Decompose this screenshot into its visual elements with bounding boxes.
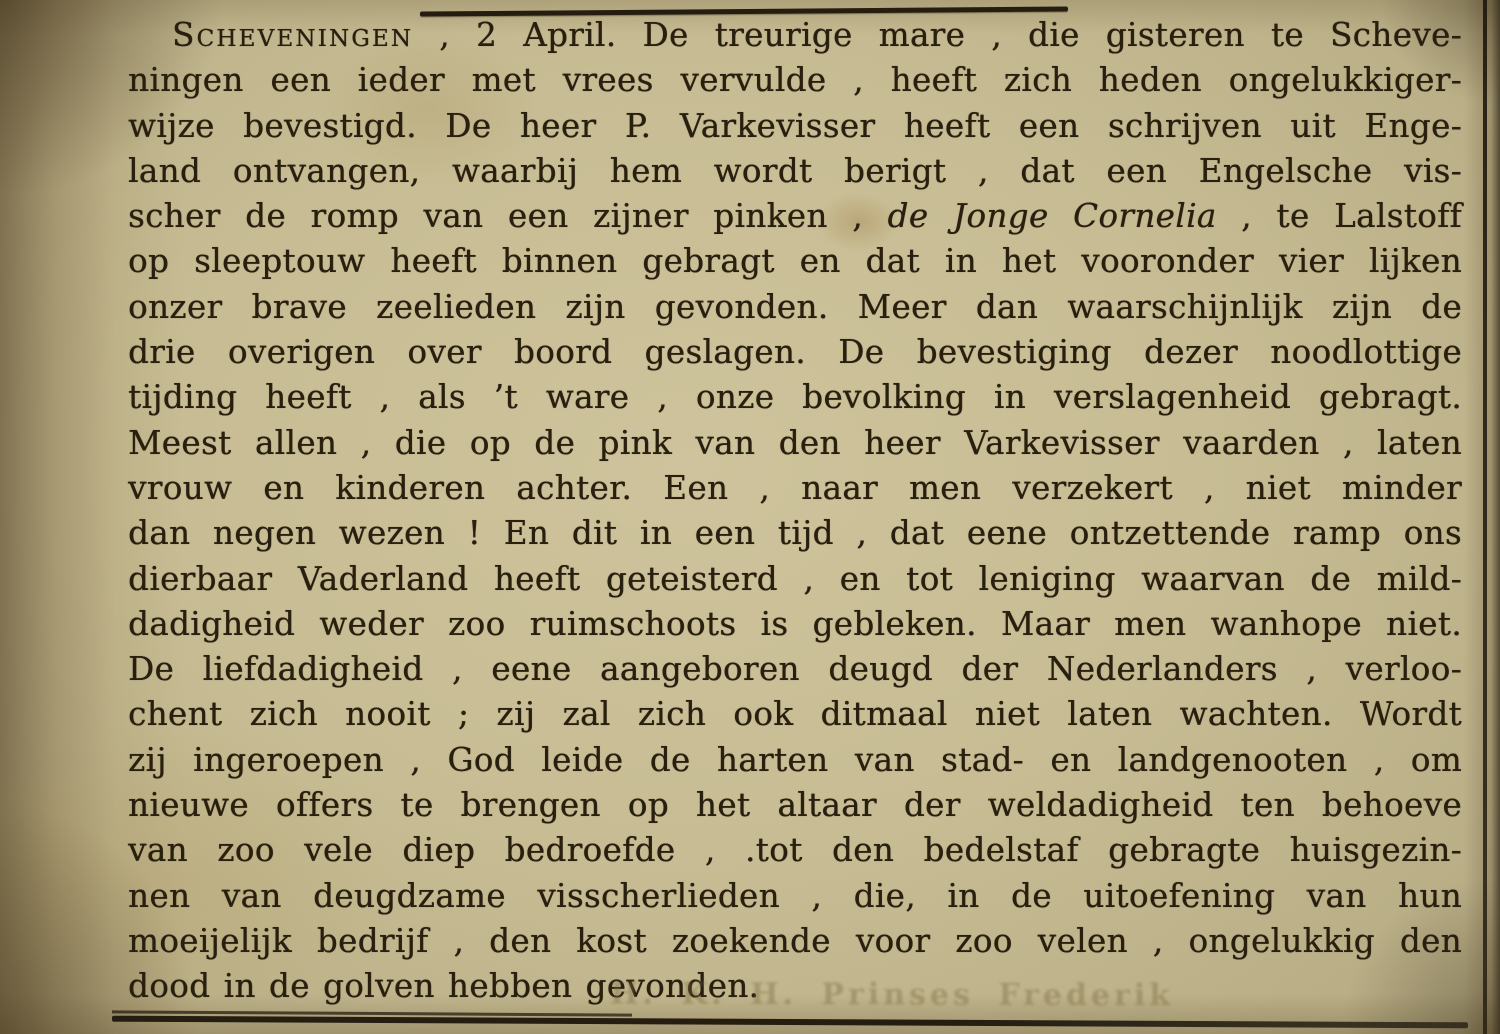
text-line bbox=[128, 602, 1462, 647]
text-segment: scher de romp van een zijner pinken , bbox=[128, 197, 888, 236]
text-segment: dood in de golven hebben gevonden. bbox=[128, 967, 760, 1006]
text-line bbox=[128, 647, 1462, 692]
text-line bbox=[128, 874, 1462, 919]
text-segment: , 2 April. De treurige mare , die gisteren te Scheve- bbox=[413, 16, 1462, 54]
text-line bbox=[128, 375, 1462, 420]
text-line bbox=[128, 828, 1462, 873]
bottom-rule bbox=[112, 1016, 1468, 1029]
dateline-location: Scheveningen bbox=[172, 16, 414, 54]
text-segment: moeijelijk bedrijf , den kost zoekende voor zoo velen , ongelukkig den bbox=[128, 921, 1462, 960]
text-segment: tijding heeft , als ’t ware , onze bevolking in verslagenheid gebragt. bbox=[128, 378, 1462, 417]
text-line bbox=[128, 557, 1462, 602]
text-segment: wijze bevestigd. De heer P. Varkevisser heeft een schrijven uit Enge- bbox=[128, 106, 1462, 145]
column-divider-rule bbox=[1483, 0, 1487, 1034]
text-segment: dadigheid weder zoo ruimschoots is gebleken. Maar men wanhope niet. bbox=[128, 604, 1462, 643]
text-segment: chent zich nooit ; zij zal zich ook ditmaal niet laten wachten. Wordt bbox=[128, 695, 1462, 734]
text-segment: ningen een ieder met vrees vervulde , heeft zich heden ongelukkiger- bbox=[128, 61, 1462, 100]
text-line bbox=[128, 466, 1462, 511]
text-segment: drie overigen over boord geslagen. De bevestiging dezer noodlottige bbox=[128, 333, 1462, 372]
text-line bbox=[128, 783, 1462, 828]
text-line bbox=[128, 104, 1462, 149]
text-segment: zij ingeroepen , God leide de harten van stad- en landgenooten , om bbox=[128, 740, 1462, 779]
text-segment: van zoo vele diep bedroefde , .tot den bedelstaf gebragte huisgezin- bbox=[128, 831, 1462, 870]
text-segment: op sleeptouw heeft binnen gebragt en dat in het vooronder vier lijken bbox=[128, 242, 1462, 281]
bleed-through-text: H. K. H. Prinses Frederik bbox=[609, 976, 1175, 1014]
text-line bbox=[128, 421, 1462, 466]
text-line bbox=[128, 58, 1462, 103]
text-segment: , te Lalstoff bbox=[1216, 197, 1462, 236]
text-segment: vrouw en kinderen achter. Een , naar men verzekert , niet minder bbox=[128, 468, 1462, 507]
text-segment: dierbaar Vaderland heeft geteisterd , en tot leniging waarvan de mild- bbox=[128, 559, 1462, 598]
text-segment: dan negen wezen ! En dit in een tijd , dat eene ontzettende ramp ons bbox=[128, 514, 1462, 553]
text-line bbox=[128, 919, 1462, 964]
text-line bbox=[128, 194, 1462, 239]
text-segment: onzer brave zeelieden zijn gevonden. Meer dan waarschijnlijk zijn de bbox=[128, 287, 1462, 326]
text-line bbox=[128, 149, 1462, 194]
text-line bbox=[128, 285, 1462, 330]
text-line bbox=[128, 738, 1462, 783]
text-segment: land ontvangen, waarbij hem wordt berigt , dat een Engelsche vis- bbox=[128, 151, 1462, 190]
ship-name-italic: de Jonge Cornelia bbox=[887, 197, 1217, 236]
text-line bbox=[128, 511, 1462, 556]
text-line bbox=[128, 13, 1462, 58]
text-line bbox=[128, 239, 1462, 284]
article-text bbox=[128, 13, 1462, 1010]
text-line bbox=[128, 692, 1462, 737]
text-segment: nen van deugdzame visscherlieden , die, in de uitoefening van hun bbox=[128, 876, 1462, 915]
text-segment: De liefdadigheid , eene aangeboren deugd der Nederlanders , verloo- bbox=[128, 650, 1462, 689]
text-line bbox=[128, 330, 1462, 375]
text-segment: nieuwe offers te brengen op het altaar der weldadigheid ten behoeve bbox=[128, 786, 1462, 825]
text-segment: Meest allen , die op de pink van den heer Varkevisser vaarden , laten bbox=[128, 423, 1462, 462]
